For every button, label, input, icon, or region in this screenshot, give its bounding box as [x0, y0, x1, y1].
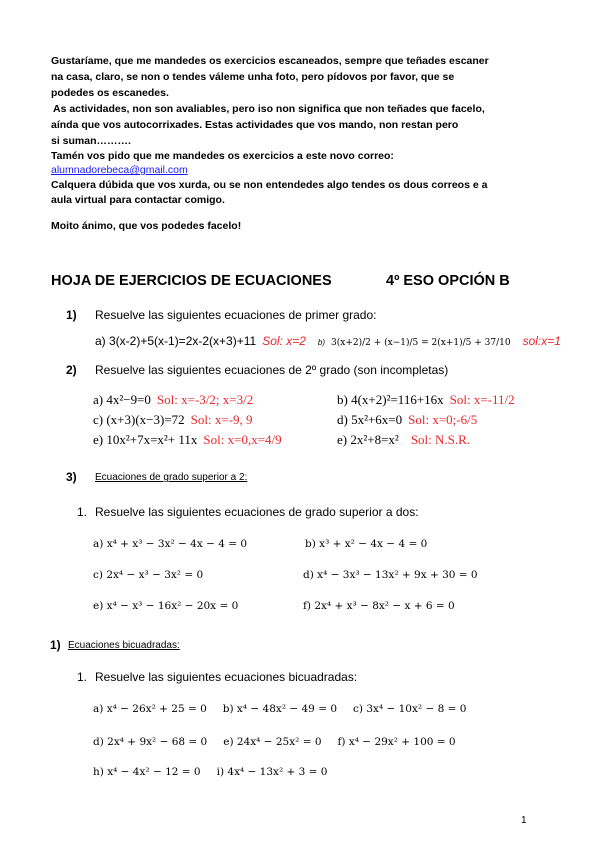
- intro-line: na casa, claro, se non o tendes váleme unha foto, pero pídovos por favor, que se: [51, 71, 455, 83]
- equation: d) 5x²+6x=0: [337, 412, 403, 427]
- section-instruction: Resuelve las siguientes ecuaciones de grado superior a dos:: [95, 505, 419, 519]
- equation-row: [93, 736, 456, 748]
- equation: e) 2x²+8=x²: [337, 432, 399, 447]
- exercise-item: [337, 392, 515, 408]
- intro-line: Tamén vos pido que me mandedes os exercicios a este novo correo:: [51, 150, 394, 162]
- equation: h) x⁴ − 4x² − 12 = 0: [93, 766, 201, 778]
- equation: c) 3x⁴ − 10x² − 8 = 0: [353, 703, 467, 715]
- equation: e) x⁴ − x³ − 16x² − 20x = 0: [93, 600, 239, 612]
- section-number: 1): [50, 638, 61, 652]
- solution: Sol: x=0;-6/5: [408, 412, 478, 427]
- equation: b) x⁴ − 48x² − 49 = 0: [222, 703, 338, 715]
- equation: a) x⁴ + x³ − 3x² − 4x − 4 = 0: [93, 538, 248, 550]
- equation: i) 4x⁴ − 13x² + 3 = 0: [216, 766, 328, 778]
- closing-line: Moito ánimo, que vos podedes facelo!: [51, 220, 242, 232]
- equation: a) 4x²−9=0: [93, 392, 151, 407]
- section-heading: Ecuaciones de grado superior a 2:: [95, 472, 248, 483]
- solution: sol:x=1: [522, 334, 561, 348]
- equation-row: [93, 766, 328, 778]
- equation: d) x⁴ − 3x³ − 13x² + 9x + 30 = 0: [303, 569, 478, 581]
- section-heading: Ecuaciones bicuadradas:: [68, 640, 180, 651]
- solution: Sol: x=0,x=4/9: [203, 432, 282, 447]
- document-title: HOJA DE EJERCICIOS DE ECUACIONES: [51, 273, 332, 289]
- solution: Sol: x=-11/2: [449, 392, 515, 407]
- exercise-item: [93, 412, 253, 428]
- equation: f) x⁴ − 29x² + 100 = 0: [337, 736, 456, 748]
- equation: a) x⁴ − 26x² + 25 = 0: [93, 703, 207, 715]
- intro-line: si suman……….: [51, 135, 131, 147]
- equation: e) 10x²+7x=x²+ 11x: [93, 432, 198, 447]
- equation: b) x³ + x² − 4x − 4 = 0: [305, 538, 428, 550]
- section-number: 2): [66, 363, 77, 377]
- intro-line: podedes os escanedes.: [51, 87, 169, 99]
- exercise-row: [95, 334, 561, 348]
- section-instruction: Resuelve las siguientes ecuaciones bicuadradas:: [95, 670, 358, 684]
- section-number: 1): [66, 308, 77, 322]
- course-label: 4º ESO OPCIÓN B: [386, 273, 510, 289]
- exercise-item: [93, 392, 253, 408]
- section-instruction: Resuelve las siguientes ecuaciones de primer grado:: [95, 308, 377, 322]
- equation-label: b): [317, 338, 326, 347]
- email-link[interactable]: alumnadorebeca@gmail.com: [51, 164, 188, 176]
- list-number: 1.: [77, 670, 88, 684]
- solution: Sol: x=-3/2; x=3/2: [156, 392, 254, 407]
- equation: c) 2x⁴ − x³ − 3x² = 0: [93, 569, 204, 581]
- equation-row: [93, 703, 466, 715]
- exercise-item: [93, 432, 282, 448]
- section-number: 3): [66, 470, 77, 484]
- equation: b) 4(x+2)²=116+16x: [337, 392, 444, 407]
- list-number: 1.: [77, 505, 88, 519]
- solution: Sol: x=2: [262, 334, 306, 348]
- solution: Sol: N.S.R.: [410, 432, 471, 447]
- equation: a) 3(x-2)+5(x-1)=2x-2(x+3)+11: [95, 334, 257, 348]
- equation: c) (x+3)(x−3)=72: [93, 412, 185, 427]
- equation: d) 2x⁴ + 9x² − 68 = 0: [93, 736, 208, 748]
- equation: f) 2x⁴ + x³ − 8x² − x + 6 = 0: [303, 600, 455, 612]
- page-number: 1: [521, 815, 527, 826]
- intro-line: As actividades, non son avaliables, pero iso non significa que non teñades que facelo,: [53, 103, 485, 115]
- intro-line: aula virtual para contactar comigo.: [51, 194, 225, 206]
- exercise-item: [337, 432, 470, 448]
- equation: e) 24x⁴ − 25x² = 0: [223, 736, 322, 748]
- solution: Sol: x=-9, 9: [190, 412, 253, 427]
- exercise-item: [337, 412, 477, 428]
- intro-line: Gustaríame, que me mandedes os exercicios escaneados, sempre que teñades escaner: [51, 55, 489, 67]
- intro-line: aínda que vos autocorrixades. Estas actividades que vos mando, non restan pero: [51, 119, 459, 131]
- section-instruction: Resuelve las siguientes ecuaciones de 2º grado (son incompletas): [95, 363, 449, 377]
- intro-line: Calquera dúbida que vos xurda, ou se non entendedes algo tendes os dous correos e a: [51, 179, 488, 191]
- equation: 3(x+2)/2 + (x−1)/5 = 2(x+1)/5 + 37/10: [331, 338, 511, 348]
